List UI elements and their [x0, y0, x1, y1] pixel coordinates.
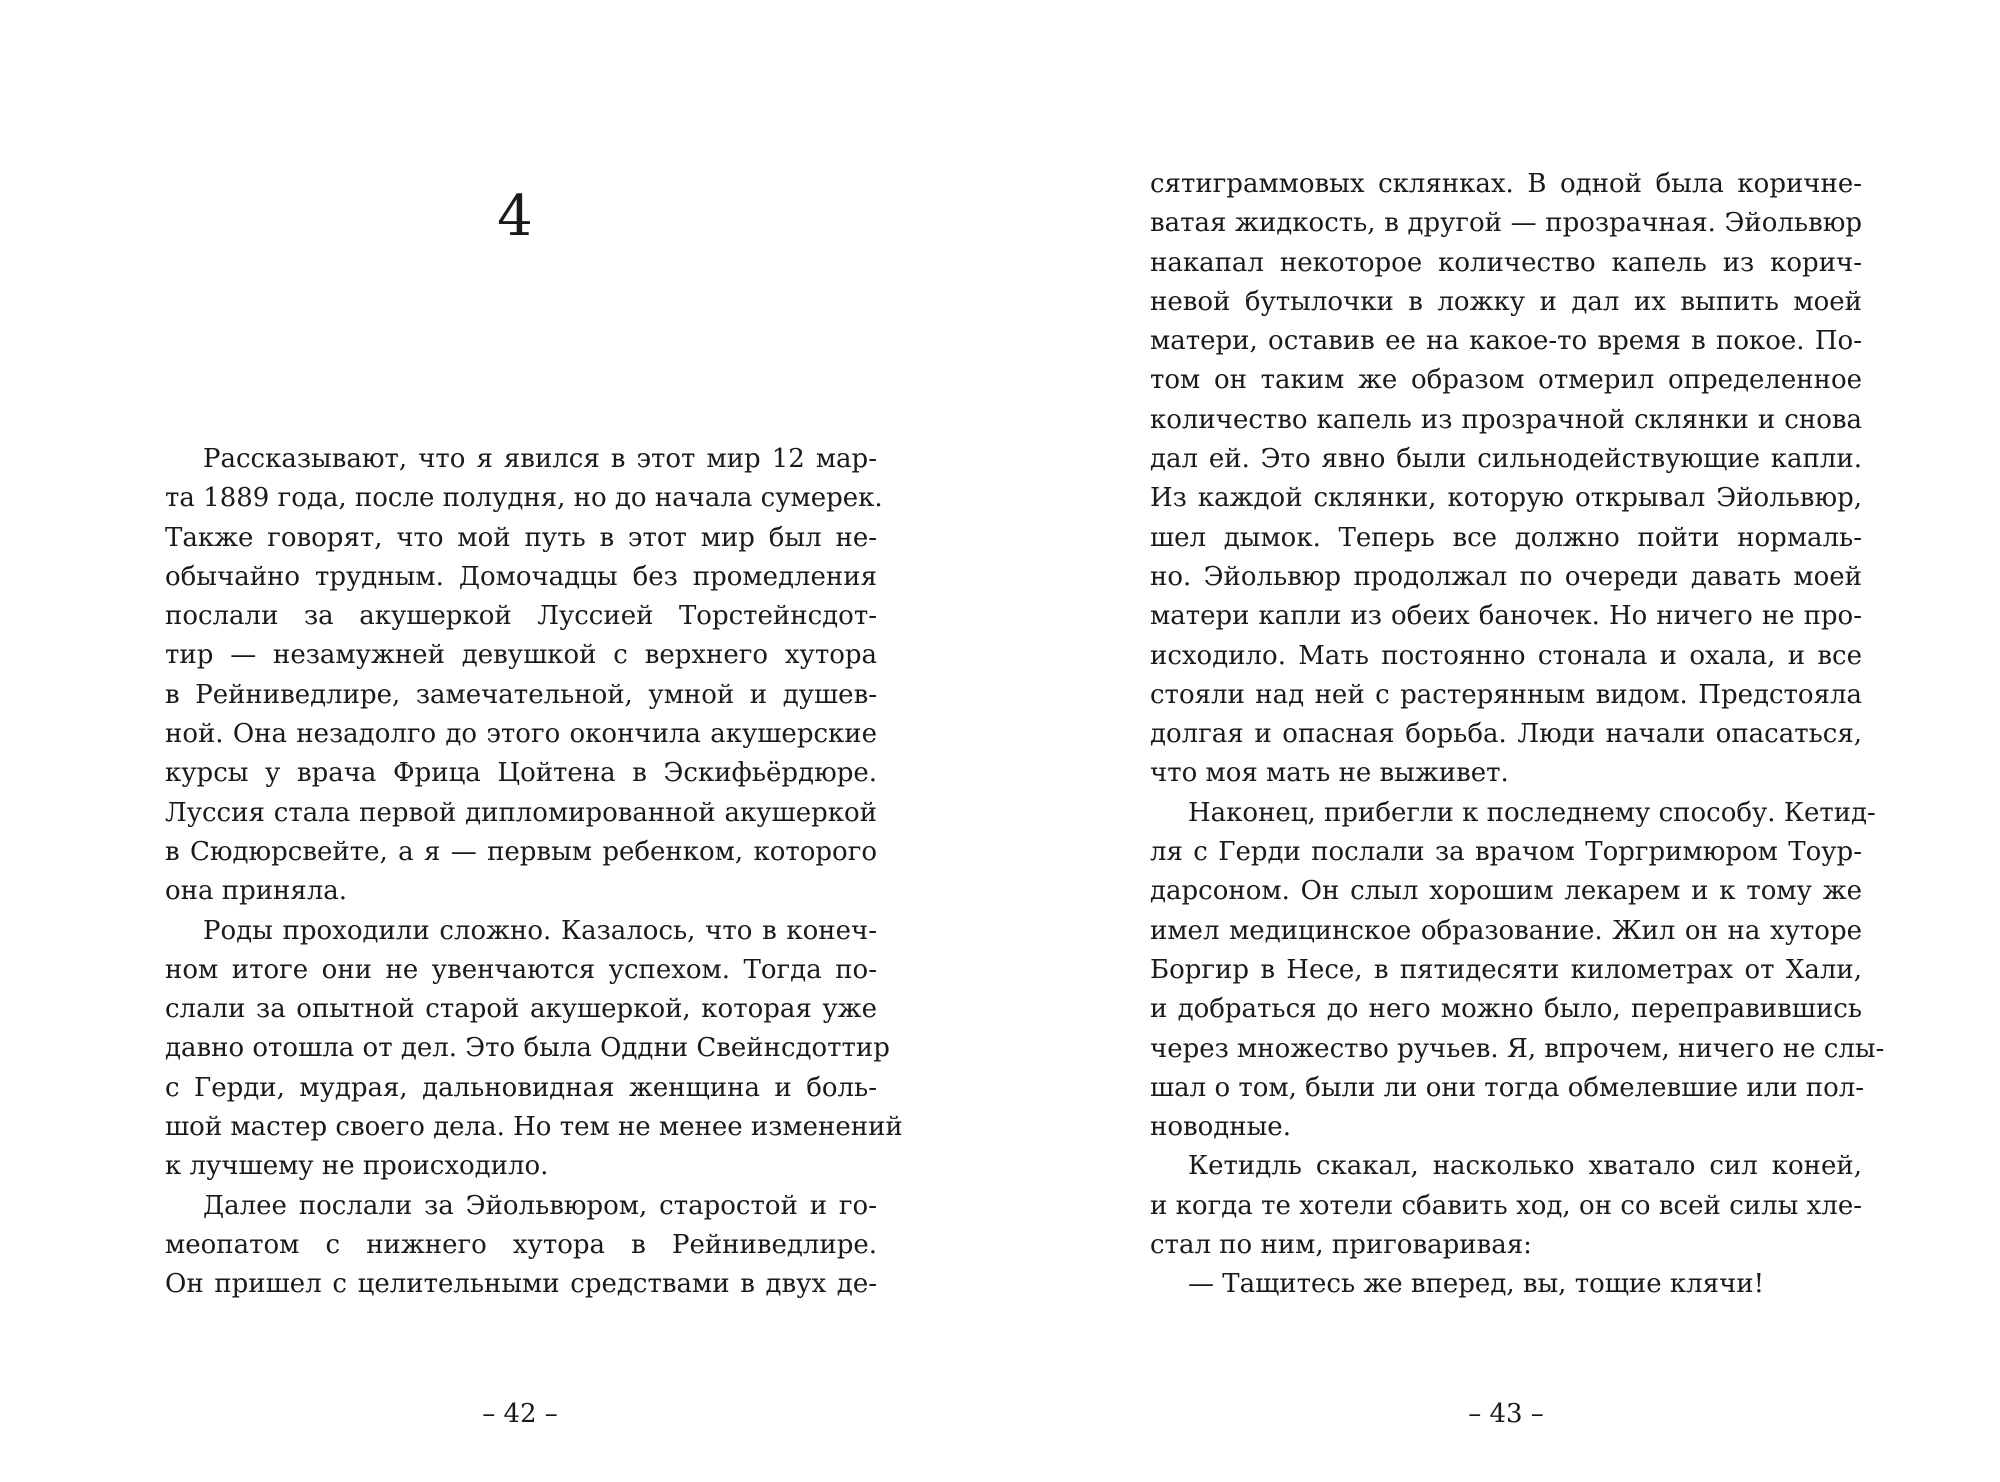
text-line: новодные. [1150, 1112, 1291, 1143]
text-line: ля с Герди послали за врачом Торгримюром Тоур- [1150, 837, 1862, 868]
text-line: тир — незамужней девушкой с верхнего хутора [165, 640, 877, 671]
text-line: Далее послали за Эйольвюром, старостой и го- [203, 1190, 877, 1221]
text-line: та 1889 года, после полудня, но до начала сумерек. [165, 483, 883, 514]
text-line: шел дымок. Теперь все должно пойти нормаль- [1150, 522, 1862, 553]
text-line: что моя мать не выживет. [1150, 758, 1509, 789]
text-line: стал по ним, приговаривая: [1150, 1230, 1532, 1261]
text-line: дарсоном. Он слыл хорошим лекарем и к тому же [1150, 876, 1862, 907]
text-line: обычайно трудным. Домочадцы без промедления [165, 561, 877, 592]
chapter-number: 4 [497, 184, 533, 249]
text-line: слали за опытной старой акушеркой, которая уже [165, 994, 877, 1025]
text-line: в Сюдюрсвейте, а я — первым ребенком, которого [165, 836, 877, 867]
right-page-text [1150, 165, 1885, 1305]
text-line: она приняла. [165, 876, 348, 907]
text-line: Кетидль скакал, насколько хватало сил коней, [1188, 1151, 1862, 1182]
text-line: в Рейниведлире, замечательной, умной и душев- [165, 679, 877, 710]
text-line: через множество ручьев. Я, впрочем, ничего не слы- [1150, 1033, 1885, 1064]
text-line: стояли над ней с растерянным видом. Предстояла [1150, 679, 1862, 710]
text-line: но. Эйольвюр продолжал по очереди давать моей [1150, 561, 1862, 592]
text-line: и добраться до него можно было, переправившись [1150, 994, 1862, 1025]
text-line: шой мастер своего дела. Но тем не менее изменений [165, 1112, 903, 1143]
text-line: сятиграммовых склянках. В одной была коричне- [1150, 169, 1862, 199]
text-line: дал ей. Это явно были сильнодействующие капли. [1150, 444, 1862, 475]
text-line: и когда те хотели сбавить ход, он со всей силы хле- [1150, 1190, 1862, 1221]
text-line: накапал некоторое количество капель из корич- [1150, 247, 1862, 278]
text-line: Луссия стала первой дипломированной акушеркой [165, 797, 877, 828]
text-line: исходило. Мать постоянно стонала и охала, и все [1150, 640, 1862, 671]
text-line: ной. Она незадолго до этого окончила акушерские [165, 719, 877, 750]
text-line: количество капель из прозрачной склянки и снова [1150, 404, 1862, 435]
text-line: — Тащитесь же вперед, вы, тощие клячи! [1188, 1269, 1765, 1300]
text-line: с Герди, мудрая, дальновидная женщина и боль- [165, 1072, 877, 1103]
text-line: послали за акушеркой Луссией Торстейнсдот- [165, 601, 877, 632]
text-line: Также говорят, что мой путь в этот мир был не- [165, 522, 877, 553]
text-line: давно отошла от дел. Это была Оддни Свейнсдоттир [165, 1033, 890, 1064]
left-page-text [165, 440, 903, 1305]
left-page-number: – 42 – [482, 1399, 558, 1429]
text-line: Из каждой склянки, которую открывал Эйольвюр, [1150, 483, 1862, 514]
text-line: невой бутылочки в ложку и дал их выпить моей [1150, 286, 1862, 317]
text-line: к лучшему не происходило. [165, 1151, 549, 1182]
text-line: ватая жидкость, в другой — прозрачная. Эйольвюр [1150, 208, 1862, 239]
text-line: том он таким же образом отмерил определенное [1150, 365, 1862, 396]
text-line: курсы у врача Фрица Цойтена в Эскифьёрдюре. [165, 758, 877, 789]
text-line: ном итоге они не увенчаются успехом. Тогда по- [165, 954, 877, 985]
text-line: матери, оставив ее на какое-то время в покое. По- [1150, 326, 1862, 357]
text-line: матери капли из обеих баночек. Но ничего не про- [1150, 601, 1862, 632]
text-line: Боргир в Несе, в пятидесяти километрах от Хали, [1150, 954, 1862, 985]
text-line: шал о том, были ли они тогда обмелевшие или пол- [1150, 1072, 1865, 1103]
text-line: долгая и опасная борьба. Люди начали опасаться, [1150, 719, 1862, 750]
text-line: меопатом с нижнего хутора в Рейниведлире. [165, 1229, 877, 1260]
text-line: Он пришел с целительными средствами в двух де- [165, 1269, 877, 1300]
right-page-number: – 43 – [1468, 1399, 1544, 1429]
text-line: Рассказывают, что я явился в этот мир 12 мар- [203, 444, 877, 474]
right-page [1000, 0, 2000, 1482]
text-line: Роды проходили сложно. Казалось, что в конеч- [203, 915, 877, 946]
text-line: имел медицинское образование. Жил он на хуторе [1150, 915, 1862, 946]
text-line: Наконец, прибегли к последнему способу. Кетид- [1188, 797, 1876, 828]
